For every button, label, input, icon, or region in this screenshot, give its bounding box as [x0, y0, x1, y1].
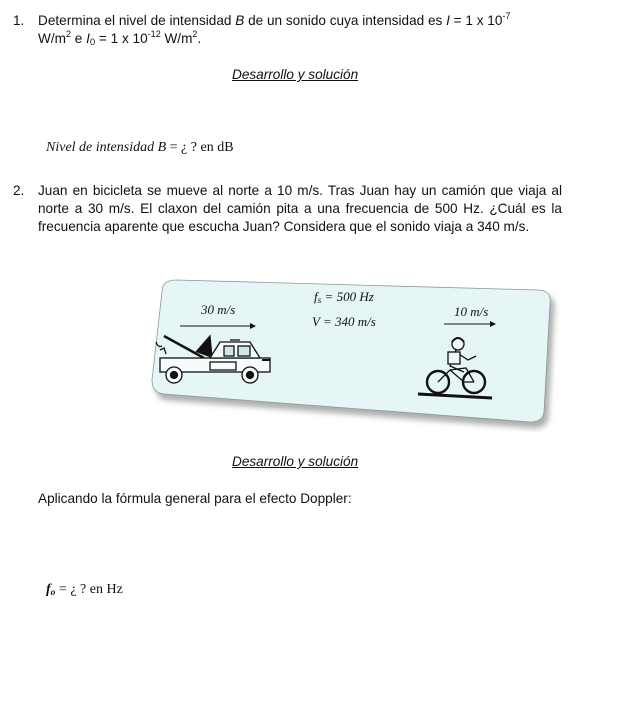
truck-speed-label: 30 m/s — [201, 302, 236, 317]
q1-answer — [46, 140, 234, 156]
q1-heading: Desarrollo y solución — [232, 67, 359, 82]
q1-answer-var: B — [157, 140, 167, 155]
fs-symbol: f — [314, 289, 318, 304]
q2-number: 2. — [13, 183, 25, 198]
q1-answer-label: Nivel de intensidad — [46, 140, 158, 155]
q1-unit1: W/m — [38, 31, 66, 46]
q1-text-f: . — [197, 31, 202, 46]
q1-sq1: 2 — [65, 29, 71, 39]
q1-answer-rest: = ¿ ? en dB — [166, 140, 234, 155]
q2-answer — [46, 582, 123, 598]
q1-text-c: = 1 x 10 — [449, 13, 503, 28]
q2-heading: Desarrollo y solución — [232, 454, 359, 469]
fs-value: = 500 Hz — [321, 289, 374, 304]
q1-exp1: -7 — [502, 11, 511, 21]
q1-text — [38, 12, 562, 52]
bike-speed-label: 10 m/s — [454, 304, 489, 319]
q1-text-d: e — [70, 31, 87, 46]
doppler-diagram — [146, 272, 560, 432]
source-frequency-label — [314, 289, 374, 306]
q1-var-i: I — [446, 13, 450, 28]
q2-answer-sub: o — [50, 588, 56, 598]
q1-sub0: 0 — [89, 37, 96, 48]
doppler-text: Aplicando la fórmula general para el efecto Doppler: — [38, 491, 352, 506]
q2-answer-var: f — [46, 582, 51, 597]
q1-var-i0: I — [86, 31, 90, 46]
q2-answer-rest: = ¿ ? en Hz — [55, 582, 123, 597]
q1-unit2: W/m — [160, 31, 193, 46]
q1-var-b: B — [235, 13, 245, 28]
q1-text-a: Determina el nivel de intensidad — [38, 13, 236, 28]
q1-exp2: -12 — [147, 29, 161, 39]
q1-sq2: 2 — [192, 29, 198, 39]
q1-text-b: de un sonido cuya intensidad es — [244, 13, 447, 28]
q1-number: 1. — [13, 13, 25, 28]
sound-speed-label: V = 340 m/s — [312, 314, 376, 329]
q1-text-e: = 1 x 10 — [95, 31, 148, 46]
fs-sub: s — [317, 296, 322, 306]
q2-text: Juan en bicicleta se mueve al norte a 10 m/s. Tras Juan hay un camión que viaja al norte a 30 m/s. El claxon del camión pita a una frecuencia de 500 Hz. ¿Cuál es la frecuencia aparente que escucha Juan? Considera que el sonido viaja a 340 m/s. — [38, 183, 562, 234]
